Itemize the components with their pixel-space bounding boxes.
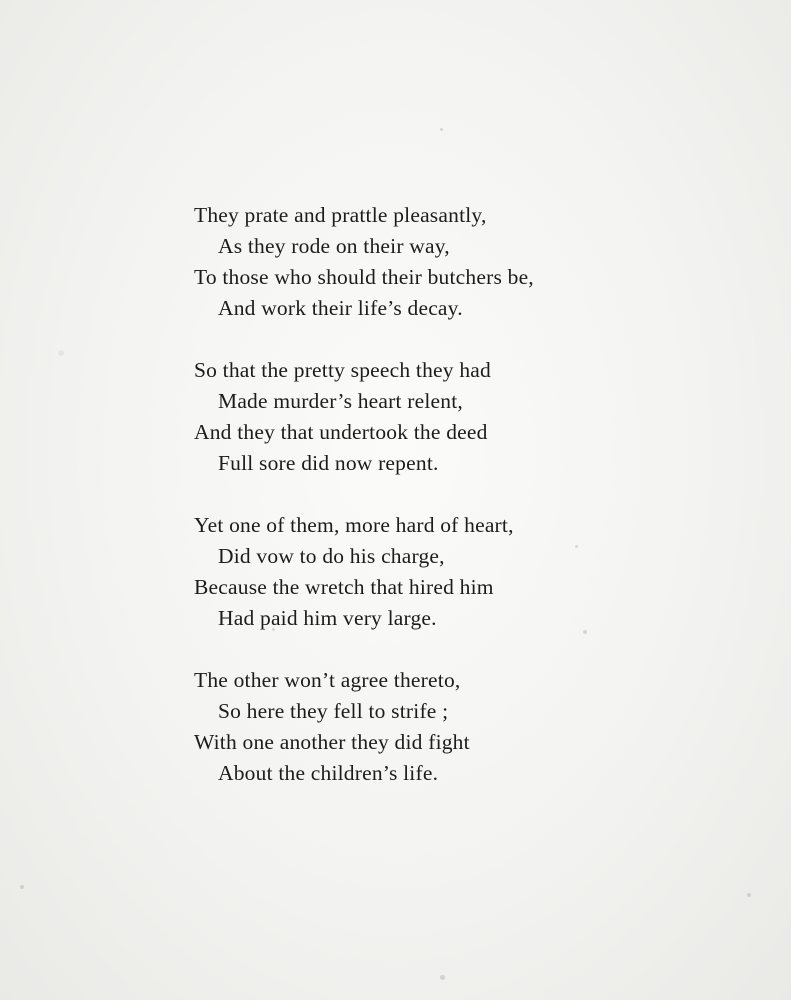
poem-line: Did vow to do his charge, xyxy=(218,544,445,568)
paper-speck xyxy=(20,885,24,889)
poem-line: About the children’s life. xyxy=(218,761,439,785)
poem-line: The other won’t agree thereto, xyxy=(194,668,461,692)
poem-line: Had paid him very large. xyxy=(218,606,437,630)
stanza-1 xyxy=(194,200,674,324)
poem-line: And work their life’s decay. xyxy=(218,296,463,320)
poem-line: So here they fell to strife ; xyxy=(218,699,449,723)
stanza-4 xyxy=(194,665,674,789)
poem-line: To those who should their butchers be, xyxy=(194,265,534,289)
poem-text xyxy=(194,200,674,820)
paper-speck xyxy=(440,975,445,980)
poem-line: They prate and prattle pleasantly, xyxy=(194,203,487,227)
stanza-2 xyxy=(194,355,674,479)
poem-line: Because the wretch that hired him xyxy=(194,575,494,599)
poem-line: So that the pretty speech they had xyxy=(194,358,491,382)
paper-speck xyxy=(58,350,64,356)
poem-line: Yet one of them, more hard of heart, xyxy=(194,513,514,537)
poem-line: Full sore did now repent. xyxy=(218,451,439,475)
poem-line: And they that undertook the deed xyxy=(194,420,488,444)
stanza-3 xyxy=(194,510,674,634)
poem-line: With one another they did fight xyxy=(194,730,470,754)
paper-speck xyxy=(440,128,443,131)
poem-line: As they rode on their way, xyxy=(218,234,450,258)
paper-speck xyxy=(747,893,751,897)
poem-line: Made murder’s heart relent, xyxy=(218,389,463,413)
